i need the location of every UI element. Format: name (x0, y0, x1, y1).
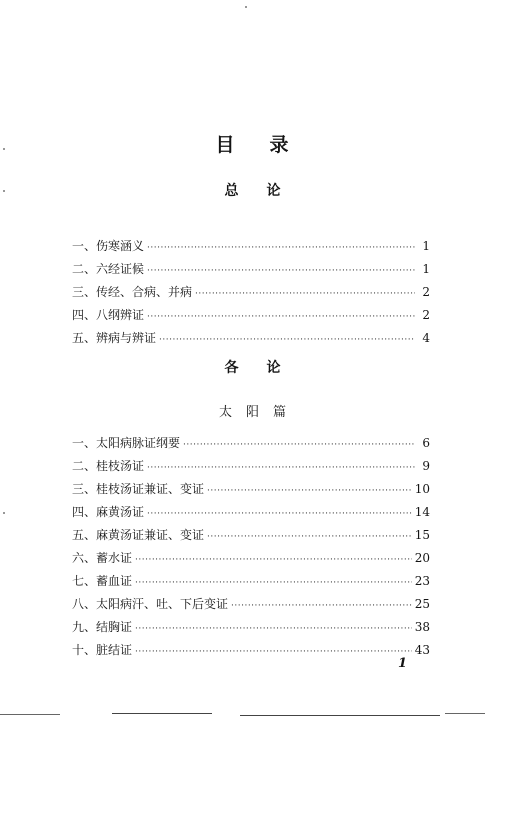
leader-dots (207, 526, 412, 549)
leader-dots (135, 572, 412, 595)
toc-entry-label: 三、桂枝汤证兼证、变证 (72, 482, 205, 496)
section-char-1: 总 (224, 183, 239, 199)
toc-entry-page: 38 (414, 620, 430, 634)
toc-entry-label: 八、太阳病汗、吐、下后变证 (72, 597, 229, 611)
toc-entry-page: 20 (414, 551, 430, 565)
toc-entry[interactable] (72, 258, 430, 281)
toc-entry[interactable] (72, 593, 430, 616)
leader-dots (207, 480, 412, 503)
leader-dots (135, 618, 412, 641)
scan-artifact-line (112, 713, 212, 714)
section-heading-general (0, 180, 505, 200)
chapter-char-3: 篇 (273, 405, 287, 420)
section-char-2: 论 (266, 360, 281, 376)
toc-entry[interactable] (72, 570, 430, 593)
toc-entry-page: 4 (422, 331, 430, 345)
page-title (0, 130, 505, 157)
page-number: 1 (398, 656, 408, 671)
leader-dots (159, 329, 415, 352)
section-heading-specific (0, 357, 505, 377)
toc-entry[interactable] (72, 281, 430, 304)
leader-dots (147, 503, 412, 526)
toc-entry-page: 1 (422, 239, 430, 253)
toc-entry-page: 10 (414, 482, 430, 496)
leader-dots (147, 306, 415, 329)
toc-entry[interactable] (72, 235, 430, 258)
toc-entry-label: 五、辨病与辨证 (72, 331, 157, 345)
toc-entry-page: 6 (422, 436, 430, 450)
toc-entry-page: 1 (422, 262, 430, 276)
section-char-2: 论 (266, 183, 281, 199)
toc-entry-page: 2 (422, 285, 430, 299)
title-char-1: 目 (215, 134, 236, 156)
toc-entry-label: 九、结胸证 (72, 620, 133, 634)
toc-entry-page: 23 (414, 574, 430, 588)
toc-entry-page: 15 (414, 528, 430, 542)
toc-entry-label: 四、麻黄汤证 (72, 505, 145, 519)
chapter-heading-taiyang (0, 401, 505, 420)
leader-dots (147, 237, 415, 260)
toc-list-general (72, 235, 430, 350)
leader-dots (147, 457, 415, 480)
toc-entry-label: 二、六经证候 (72, 262, 145, 276)
title-char-2: 录 (269, 134, 290, 156)
toc-entry-label: 三、传经、合病、并病 (72, 285, 193, 299)
scan-artifact-line (0, 714, 60, 715)
toc-entry-page: 43 (414, 643, 430, 657)
toc-entry-page: 9 (422, 459, 430, 473)
toc-list-taiyang (72, 432, 430, 662)
toc-entry-label: 十、脏结证 (72, 643, 133, 657)
scan-speck (3, 190, 5, 192)
toc-entry-page: 2 (422, 308, 430, 322)
toc-entry-page: 25 (414, 597, 430, 611)
toc-entry-label: 七、蓄血证 (72, 574, 133, 588)
chapter-char-2: 阳 (245, 405, 259, 420)
toc-entry[interactable] (72, 455, 430, 478)
toc-entry[interactable] (72, 547, 430, 570)
toc-entry-label: 一、太阳病脉证纲要 (72, 436, 181, 450)
toc-entry[interactable] (72, 478, 430, 501)
scan-speck (3, 148, 5, 150)
toc-entry-label: 六、蓄水证 (72, 551, 133, 565)
toc-entry-label: 四、八纲辨证 (72, 308, 145, 322)
toc-entry[interactable] (72, 616, 430, 639)
leader-dots (135, 641, 412, 664)
toc-entry[interactable] (72, 304, 430, 327)
scan-speck (3, 512, 5, 514)
toc-entry[interactable] (72, 432, 430, 455)
section-char-1: 各 (224, 360, 239, 376)
leader-dots (231, 595, 412, 618)
toc-entry[interactable] (72, 639, 430, 662)
toc-entry-label: 二、桂枝汤证 (72, 459, 145, 473)
toc-entry-label: 一、伤寒涵义 (72, 239, 145, 253)
leader-dots (195, 283, 415, 306)
leader-dots (147, 260, 415, 283)
toc-entry-page: 14 (414, 505, 430, 519)
toc-entry[interactable] (72, 501, 430, 524)
leader-dots (183, 434, 415, 457)
toc-entry-label: 五、麻黄汤证兼证、变证 (72, 528, 205, 542)
toc-entry[interactable] (72, 327, 430, 350)
scan-artifact-line (240, 715, 440, 716)
scan-artifact-line (445, 713, 485, 714)
scan-speck (245, 6, 247, 8)
leader-dots (135, 549, 412, 572)
toc-entry[interactable] (72, 524, 430, 547)
chapter-char-1: 太 (218, 405, 232, 420)
